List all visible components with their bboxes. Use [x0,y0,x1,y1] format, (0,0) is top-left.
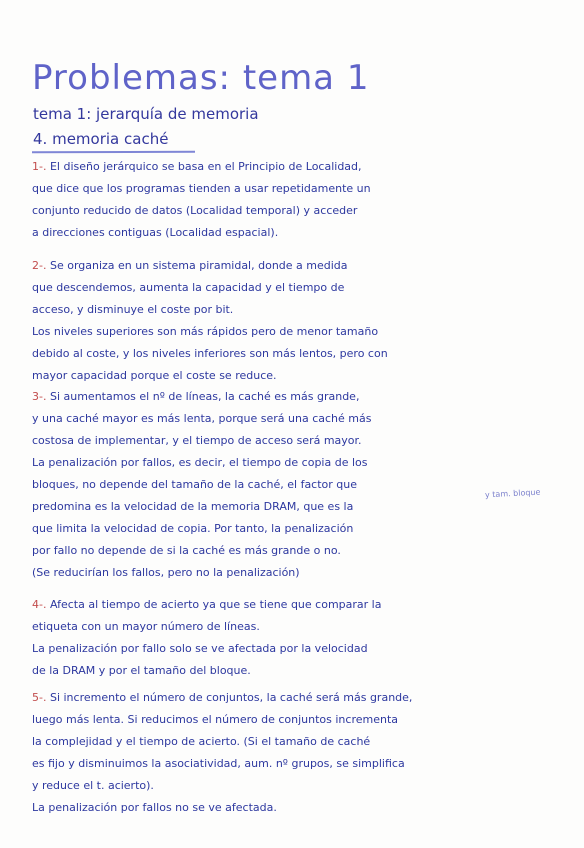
answer-number: 2-. [32,259,47,272]
answer-line: es fijo y disminuimos la asociatividad, aum. nº grupos, se simplifica [32,757,405,770]
answer-2 [32,255,562,387]
answer-line: que limita la velocidad de copia. Por tanto, la penalización [32,522,354,535]
answer-line: de la DRAM y por el tamaño del bloque. [32,664,251,677]
answer-line: debido al coste, y los niveles inferiores son más lentos, pero con [32,347,388,360]
section-title: 4. memoria caché [33,130,169,148]
answer-line: 4-. Afecta al tiempo de acierto ya que se tiene que comparar la [32,598,382,611]
answer-line: acceso, y disminuye el coste por bit. [32,303,234,316]
answer-5 [32,687,562,819]
answer-line: Los niveles superiores son más rápidos pero de menor tamaño [32,325,379,338]
answer-line: costosa de implementar, y el tiempo de acceso será mayor. [32,434,362,447]
margin-annotation: y tam. bloque [484,487,541,500]
answer-line: 1-. El diseño jerárquico se basa en el Principio de Localidad, [32,160,362,173]
answer-number: 5-. [32,691,47,704]
page-title: Problemas: tema 1 [32,58,370,98]
answer-number: 3-. [32,390,47,403]
answer-line: luego más lenta. Si reducimos el número de conjuntos incrementa [32,713,398,726]
page-subtitle: tema 1: jerarquía de memoria [33,105,259,123]
answer-line: La penalización por fallos, es decir, el tiempo de copia de los [32,456,368,469]
answer-number: 1-. [32,160,47,173]
answer-line: y reduce el t. acierto). [32,779,154,792]
section-underline [32,151,195,154]
answer-line: que dice que los programas tienden a usar repetidamente un [32,182,371,195]
answer-line: por fallo no depende de si la caché es más grande o no. [32,544,341,557]
answer-line: a direcciones contiguas (Localidad espacial). [32,226,279,239]
answer-line: predomina es la velocidad de la memoria DRAM, que es la [32,500,354,513]
answer-3 [32,386,562,584]
answer-number: 4-. [32,598,47,611]
answer-line: mayor capacidad porque el coste se reduce. [32,369,277,382]
answer-line: que descendemos, aumenta la capacidad y el tiempo de [32,281,345,294]
answer-line: (Se reducirían los fallos, pero no la penalización) [32,566,300,579]
answer-4 [32,594,562,682]
answer-line: 3-. Si aumentamos el nº de líneas, la caché es más grande, [32,390,360,403]
answer-line: bloques, no depende del tamaño de la caché, el factor que [32,478,358,491]
answer-line: la complejidad y el tiempo de acierto. (Si el tamaño de caché [32,735,371,748]
answer-line: 5-. Si incremento el número de conjuntos, la caché será más grande, [32,691,413,704]
answer-1 [32,156,562,244]
answer-line: La penalización por fallos no se ve afectada. [32,801,277,814]
answer-line: conjunto reducido de datos (Localidad temporal) y acceder [32,204,358,217]
answer-line: etiqueta con un mayor número de líneas. [32,620,260,633]
answer-line: La penalización por fallo solo se ve afectada por la velocidad [32,642,368,655]
answer-line: y una caché mayor es más lenta, porque será una caché más [32,412,372,425]
answer-line: 2-. Se organiza en un sistema piramidal, donde a medida [32,259,348,272]
